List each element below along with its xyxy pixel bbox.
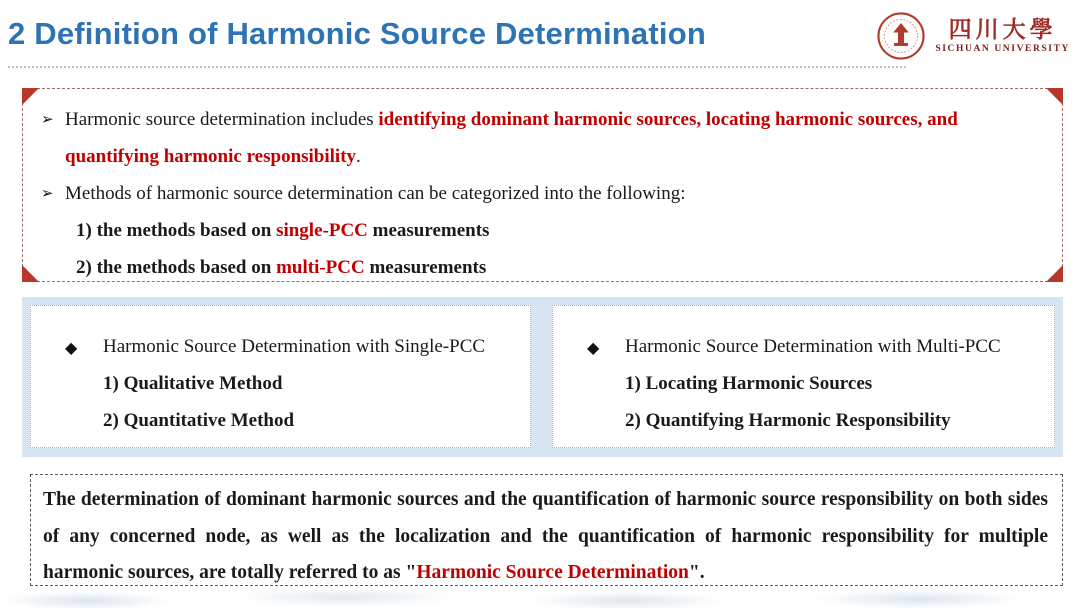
corner-fold-icon xyxy=(22,265,39,282)
sub1-post: measurements xyxy=(367,220,490,241)
university-name xyxy=(935,18,1070,55)
point1-text: Harmonic source determination includes xyxy=(65,109,379,130)
sub1-highlight: single-PCC xyxy=(276,220,368,241)
overview-sub-item-1 xyxy=(41,212,1042,249)
diamond-bullet-icon: ◆ xyxy=(65,338,78,357)
multi-pcc-heading-text: Harmonic Source Determination with Multi-PCC xyxy=(625,336,1001,357)
single-pcc-item-2: 2) Quantitative Method xyxy=(103,410,295,431)
definition-highlight: Harmonic Source Determination xyxy=(416,562,689,583)
arrow-bullet-icon: ➢ xyxy=(41,184,54,202)
single-pcc-item-1: 1) Qualitative Method xyxy=(103,373,283,394)
university-name-en: SICHUAN UNIVERSITY xyxy=(935,43,1070,54)
overview-point-2 xyxy=(41,175,1042,212)
sub1-pre: 1) the methods based on xyxy=(76,220,277,241)
sub2-post: measurements xyxy=(364,257,487,278)
multi-pcc-item-2: 2) Quantifying Harmonic Responsibility xyxy=(625,410,951,431)
corner-fold-icon xyxy=(1046,88,1063,105)
definition-post: ". xyxy=(688,562,705,583)
diamond-bullet-icon: ◆ xyxy=(587,338,600,357)
arrow-bullet-icon: ➢ xyxy=(41,110,54,128)
definition-box xyxy=(30,474,1063,586)
university-logo xyxy=(875,10,1070,62)
single-pcc-box xyxy=(30,305,531,448)
multi-pcc-heading xyxy=(553,328,1054,365)
sub2-highlight: multi-PCC xyxy=(276,257,365,278)
multi-pcc-item-1: 1) Locating Harmonic Sources xyxy=(625,373,873,394)
single-pcc-heading xyxy=(31,328,530,365)
background-watermark xyxy=(0,590,1080,608)
overview-point-1 xyxy=(41,101,1042,175)
single-pcc-heading-text: Harmonic Source Determination with Single-PCC xyxy=(103,336,486,357)
university-seal-icon xyxy=(875,10,927,62)
point2-text: Methods of harmonic source determination can be categorized into the following: xyxy=(65,183,686,204)
definition-pre: The determination of dominant harmonic sources and the quantification of harmonic source responsibility on both sides of any concerned node, as well as the localization and the quantification of harmonic responsibility for multiple harmonic sources, are totally referred to as " xyxy=(43,489,1048,583)
title-underline xyxy=(8,66,906,68)
overview-sub-item-2 xyxy=(41,249,1042,286)
page-title: 2 Definition of Harmonic Source Determination xyxy=(8,16,706,51)
point1-period: . xyxy=(356,146,361,167)
sub2-pre: 2) the methods based on xyxy=(76,257,277,278)
method-boxes-strip xyxy=(22,297,1063,457)
corner-fold-icon xyxy=(1046,265,1063,282)
university-name-cn: 四川大學 xyxy=(948,16,1057,42)
corner-fold-icon xyxy=(22,88,39,105)
overview-panel xyxy=(22,88,1063,282)
multi-pcc-box xyxy=(552,305,1055,448)
point1-highlight: identifying dominant harmonic sources, locating harmonic sources, and quantifying harmonic responsibility xyxy=(65,109,958,167)
